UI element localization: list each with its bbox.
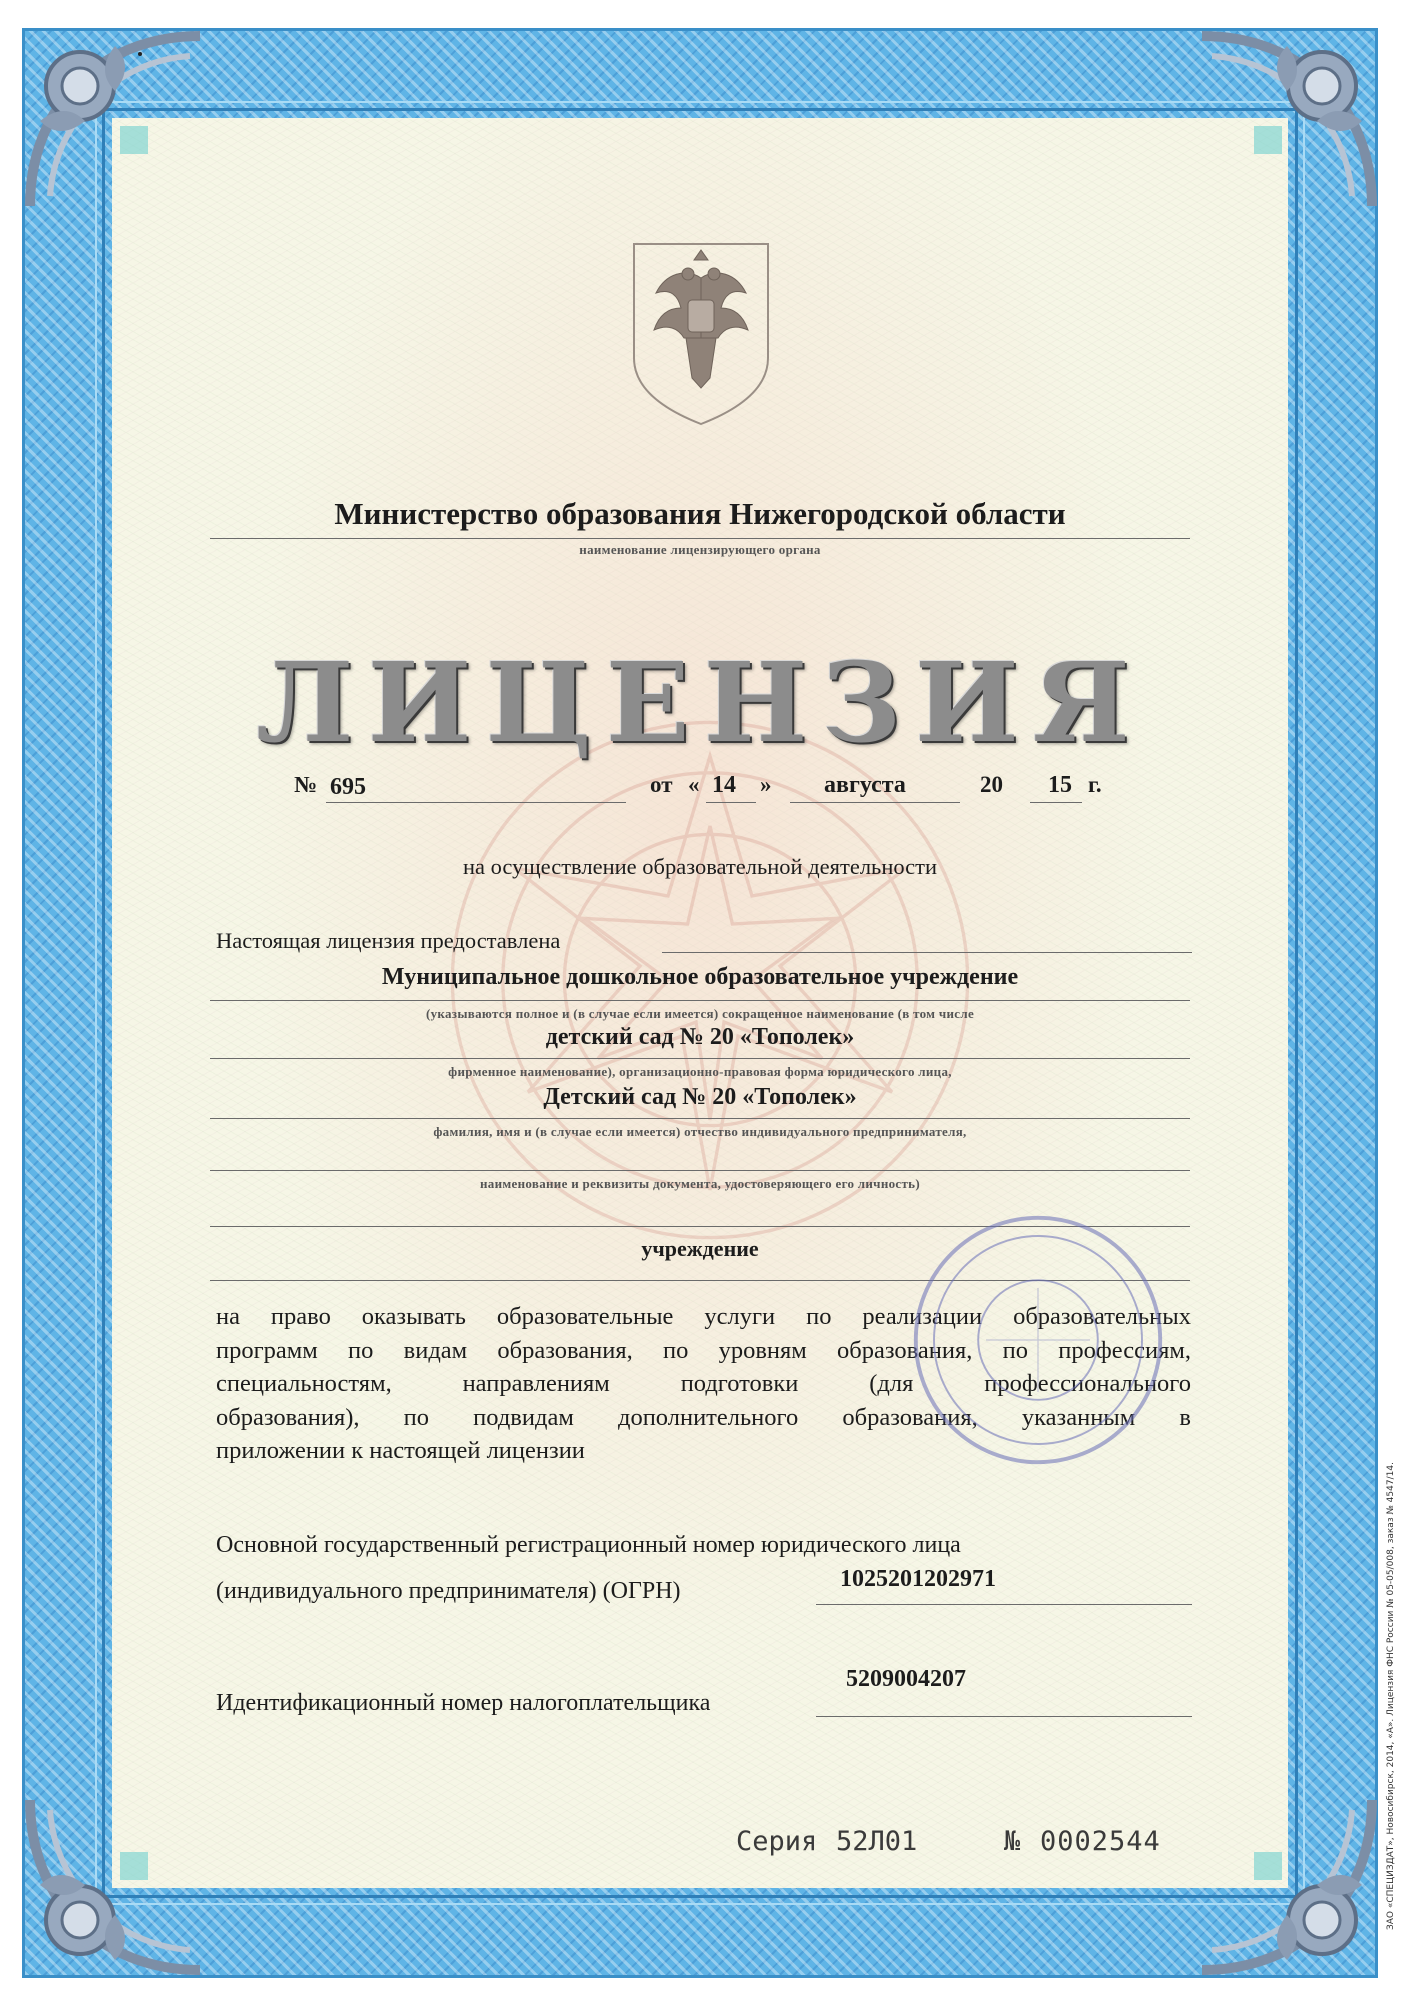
licensee-short-name: детский сад № 20 «Тополек»	[545, 1024, 855, 1050]
year-prefix: 20	[980, 772, 1003, 797]
ogrn-label-line2: (индивидуального предпринимателя) (ОГРН)	[216, 1578, 681, 1604]
year-suffix: 15	[1048, 772, 1072, 798]
official-seal-icon	[908, 1210, 1168, 1470]
licensee-brand-name: Детский сад № 20 «Тополек»	[543, 1084, 857, 1110]
inn-value: 5209004207	[846, 1666, 966, 1692]
number-underline	[326, 802, 626, 803]
issuer-caption: наименование лицензирующего органа	[579, 542, 821, 557]
name-caption-1: (указываются полное и (в случае если имеется) сокращенное наименование (в том числе	[425, 1006, 975, 1021]
coat-of-arms-icon	[626, 238, 776, 428]
licensee-full-name: Муниципальное дошкольное образовательное учреждение	[381, 964, 1019, 990]
license-number: 695	[330, 774, 366, 800]
series-label: Серия	[736, 1826, 818, 1857]
year-underline	[1030, 802, 1082, 803]
granted-underline-1	[662, 952, 1192, 953]
year-unit: г.	[1088, 772, 1102, 797]
ogrn-label-line1: Основной государственный регистрационный номер юридического лица	[216, 1532, 961, 1558]
blank-number-value: 0002544	[1040, 1826, 1161, 1857]
inn-underline	[816, 1716, 1192, 1717]
series-value: 52Л01	[836, 1826, 918, 1857]
date-month: августа	[824, 772, 906, 798]
license-purpose: на осуществление образовательной деятельности	[462, 854, 938, 879]
name-caption-3: фамилия, имя и (в случае если имеется) отчество индивидуального предпринимателя,	[433, 1124, 967, 1139]
granted-underline-4	[210, 1118, 1190, 1119]
date-day: 14	[712, 772, 736, 798]
rights-line: специальностям, направлениям подготовки (для профессионального	[216, 1370, 1191, 1397]
date-quote-open: «	[688, 772, 700, 797]
month-underline	[790, 802, 960, 803]
granted-to-label: Настоящая лицензия предоставлена	[216, 928, 561, 953]
rights-line: приложении к настоящей лицензии	[216, 1437, 585, 1464]
ogrn-value: 1025201202971	[840, 1566, 996, 1592]
date-from-label: от	[650, 772, 673, 797]
day-underline	[706, 802, 756, 803]
rights-line: программ по видам образования, по уровням образования, по профессиям,	[216, 1336, 1191, 1364]
corner-ornament-icon	[20, 26, 210, 216]
number-prefix: №	[294, 772, 318, 797]
corner-ornament-icon	[1192, 26, 1382, 216]
granted-underline-5	[210, 1170, 1190, 1171]
rights-line: образования), по подвидам дополнительного образования, указанным в	[216, 1403, 1191, 1431]
issuer-name: Министерство образования Нижегородской области	[334, 496, 1066, 531]
blank-number-label: №	[1004, 1826, 1021, 1857]
inn-label: Идентификационный номер налогоплательщика	[216, 1690, 711, 1716]
corner-ornament-icon	[20, 1790, 210, 1980]
document-title: ЛИЦЕНЗИЯ	[256, 638, 1144, 767]
date-quote-close: »	[760, 772, 772, 797]
ogrn-underline	[816, 1604, 1192, 1605]
printer-imprint: ЗАО «СПЕЦИЗДАТ», Новосибирск, 2014, «А». Лицензия ФНС России № 05-05/008, заказ № 4547/14.	[1386, 1462, 1396, 1930]
granted-underline-2	[210, 1000, 1190, 1001]
name-caption-4: наименование и реквизиты документа, удостоверяющего его личность)	[480, 1176, 920, 1191]
corner-ornament-icon	[1192, 1790, 1382, 1980]
organizational-form: учреждение	[641, 1236, 759, 1261]
rights-line: на право оказывать образовательные услуги по реализации образовательных	[216, 1303, 1191, 1330]
granted-underline-3	[210, 1058, 1190, 1059]
issuer-underline	[210, 538, 1190, 539]
name-caption-2: фирменное наименование), организационно-правовая форма юридического лица,	[448, 1064, 952, 1079]
